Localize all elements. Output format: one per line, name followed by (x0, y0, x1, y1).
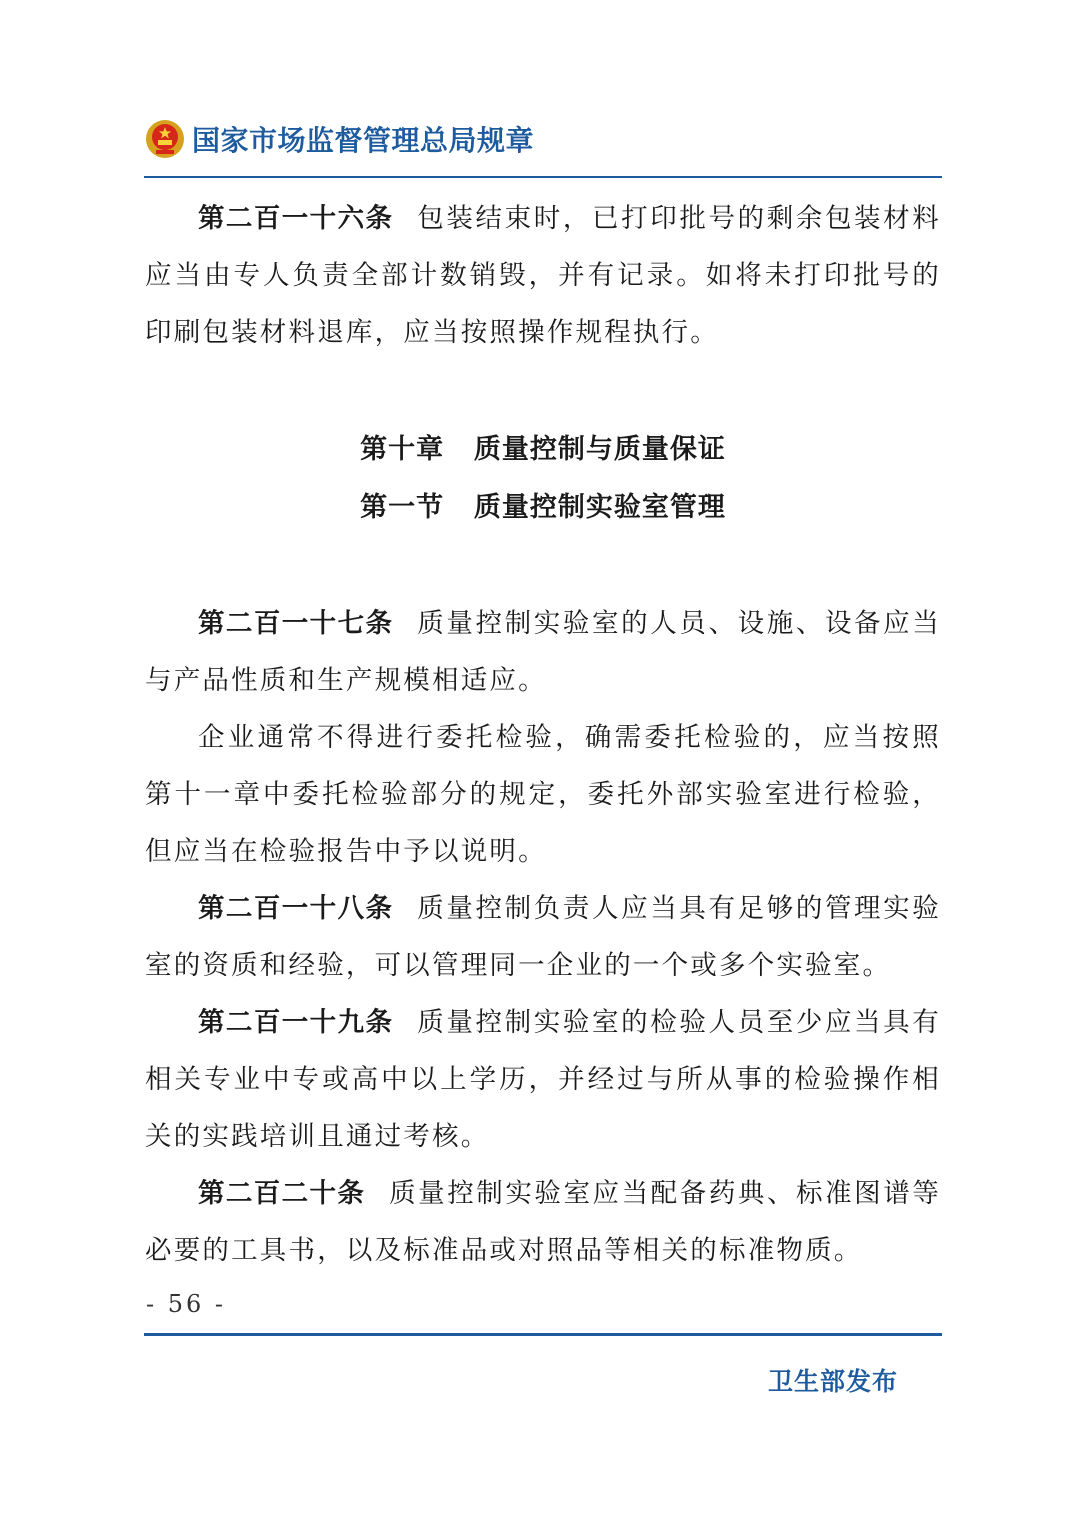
national-emblem-icon (144, 118, 186, 160)
article-number: 第二百一十八条 (198, 893, 394, 924)
chapter-number: 第十章 (360, 434, 445, 465)
header-title: 国家市场监督管理总局规章 (192, 124, 535, 157)
article-number: 第二百一十九条 (198, 1007, 394, 1038)
article-text: 包装结束时，已打印批号的剩余包装材料应当由专人负责全部计数销毁，并有记录。如将未打印批号的印刷包装材料退库，应当按照操作规程执行。 (145, 203, 941, 348)
article-number: 第二百一十六条 (198, 203, 394, 234)
article-217 (145, 595, 941, 709)
article-220 (145, 1165, 941, 1279)
chapter-heading (145, 421, 941, 479)
section-heading (145, 479, 941, 537)
article-219 (145, 994, 941, 1165)
article-text: 企业通常不得进行委托检验，确需委托检验的，应当按照第十一章中委托检验部分的规定，委托外部实验室进行检验，但应当在检验报告中予以说明。 (145, 722, 941, 867)
article-text: 质量控制实验室应当配备药典、标准图谱等必要的工具书，以及标准品或对照品等相关的标准物质。 (145, 1178, 941, 1266)
header-divider (144, 176, 942, 178)
article-217-paragraph-2 (145, 709, 941, 880)
publisher-label: 卫生部发布 (767, 1367, 898, 1396)
article-text: 质量控制实验室的检验人员至少应当具有相关专业中专或高中以上学历，并经过与所从事的检验操作相关的实践培训且通过考核。 (145, 1007, 941, 1152)
page-header (144, 114, 942, 164)
spacer (145, 361, 941, 421)
section-number: 第一节 (360, 492, 445, 523)
article-number: 第二百一十七条 (198, 608, 394, 639)
article-216 (145, 190, 941, 361)
article-text: 质量控制实验室的人员、设施、设备应当与产品性质和生产规模相适应。 (145, 608, 941, 696)
article-number: 第二百二十条 (198, 1178, 366, 1209)
chapter-title: 质量控制与质量保证 (473, 434, 726, 465)
page-number: - 56 - (146, 1290, 227, 1318)
section-title: 质量控制实验室管理 (473, 492, 726, 523)
document-body (145, 190, 941, 1279)
article-218 (145, 880, 941, 994)
article-text: 质量控制负责人应当具有足够的管理实验室的资质和经验，可以管理同一企业的一个或多个实验室。 (145, 893, 941, 981)
spacer (145, 537, 941, 595)
footer-divider (144, 1333, 942, 1336)
